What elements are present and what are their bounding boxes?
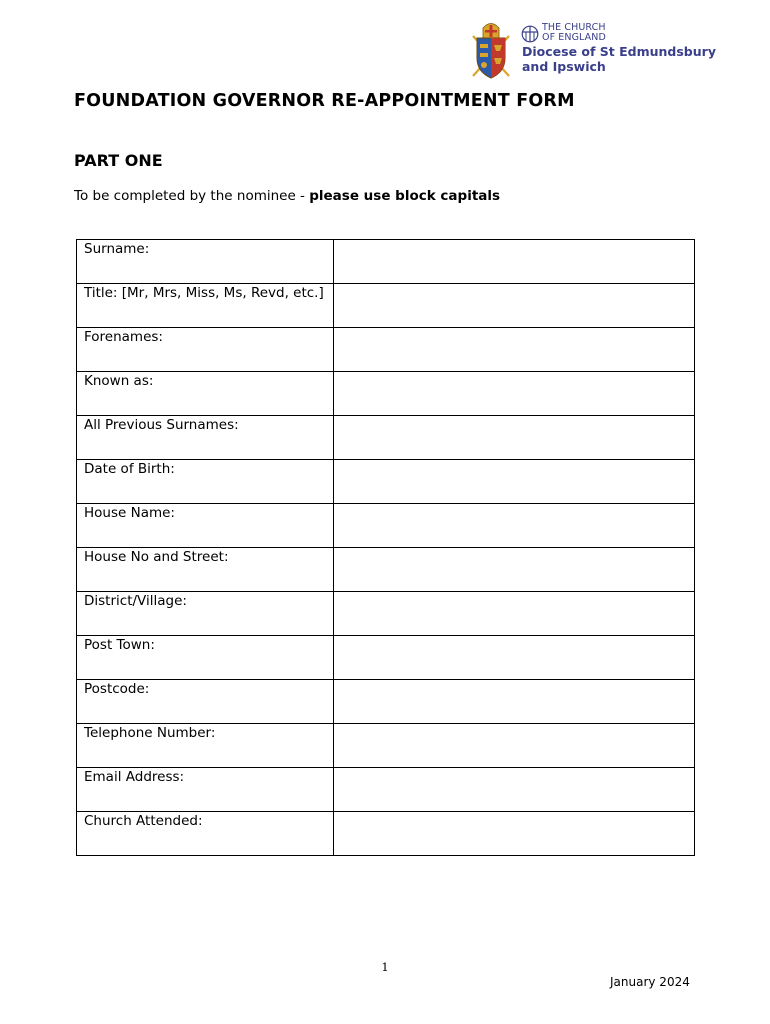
instruction-prefix: To be completed by the nominee -	[74, 188, 310, 204]
table-row	[77, 416, 695, 460]
field-label: Title: [Mr, Mrs, Miss, Ms, Revd, etc.]	[77, 284, 334, 328]
field-value[interactable]	[334, 680, 695, 724]
table-row	[77, 548, 695, 592]
field-label: Postcode:	[77, 680, 334, 724]
diocese-line-1: Diocese of St Edmundsbury	[522, 44, 716, 59]
field-label: Known as:	[77, 372, 334, 416]
church-of-england-wordmark	[542, 23, 606, 43]
field-value[interactable]	[334, 284, 695, 328]
page-title: FOUNDATION GOVERNOR RE-APPOINTMENT FORM	[74, 91, 575, 111]
field-value[interactable]	[334, 768, 695, 812]
field-value[interactable]	[334, 504, 695, 548]
field-value[interactable]	[334, 812, 695, 856]
table-row	[77, 592, 695, 636]
diocesan-crest-icon	[470, 20, 512, 80]
field-value[interactable]	[334, 416, 695, 460]
field-label: Church Attended:	[77, 812, 334, 856]
field-value[interactable]	[334, 592, 695, 636]
table-row	[77, 240, 695, 284]
field-value[interactable]	[334, 328, 695, 372]
table-row	[77, 680, 695, 724]
page-number: 1	[381, 960, 389, 974]
nominee-details-table	[76, 239, 695, 856]
field-label: House No and Street:	[77, 548, 334, 592]
field-label: All Previous Surnames:	[77, 416, 334, 460]
field-label: Forenames:	[77, 328, 334, 372]
field-value[interactable]	[334, 724, 695, 768]
church-line-2: OF ENGLAND	[542, 32, 606, 43]
field-value[interactable]	[334, 372, 695, 416]
diocese-logo	[470, 20, 715, 82]
church-of-england-logo-icon	[521, 25, 539, 43]
table-row	[77, 328, 695, 372]
table-row	[77, 812, 695, 856]
table-row	[77, 636, 695, 680]
field-value[interactable]	[334, 548, 695, 592]
table-row	[77, 504, 695, 548]
table-row	[77, 372, 695, 416]
field-label: Telephone Number:	[77, 724, 334, 768]
table-row	[77, 284, 695, 328]
instruction-emphasis: please use block capitals	[309, 188, 501, 204]
footer-date: January 2024	[610, 975, 690, 989]
field-value[interactable]	[334, 460, 695, 504]
church-line-1: THE CHURCH	[542, 22, 606, 33]
field-label: House Name:	[77, 504, 334, 548]
diocese-line-2: and Ipswich	[522, 58, 606, 74]
field-label: Surname:	[77, 240, 334, 284]
table-row	[77, 724, 695, 768]
field-label: Date of Birth:	[77, 460, 334, 504]
instruction-text	[74, 188, 500, 204]
table-row	[77, 460, 695, 504]
field-label: Post Town:	[77, 636, 334, 680]
part-heading: PART ONE	[74, 151, 163, 170]
diocese-name	[522, 45, 716, 74]
field-label: District/Village:	[77, 592, 334, 636]
table-row	[77, 768, 695, 812]
field-value[interactable]	[334, 240, 695, 284]
field-label: Email Address:	[77, 768, 334, 812]
field-value[interactable]	[334, 636, 695, 680]
